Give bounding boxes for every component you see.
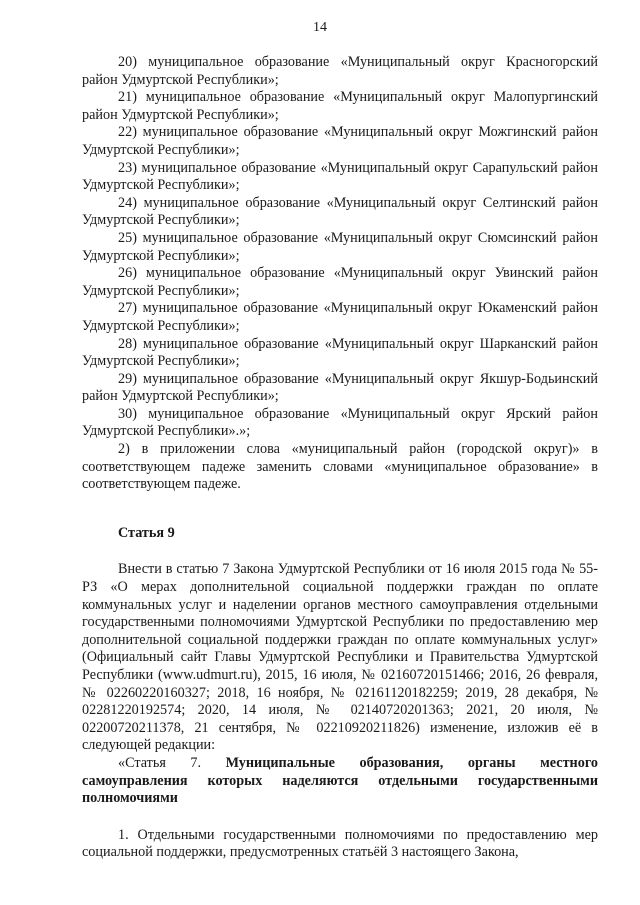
article-heading: Статья 9 xyxy=(118,524,175,541)
quoted-article-heading xyxy=(82,755,598,808)
list-item: 23) муниципальное образование «Муниципальный округ Сарапульский район Удмуртской Республики»; xyxy=(82,159,598,194)
list-item: 24) муниципальное образование «Муниципальный округ Селтинский район Удмуртской Республики»; xyxy=(82,194,598,229)
article-body: Внести в статью 7 Закона Удмуртской Республики от 16 июля 2015 года № 55-РЗ «О мерах дополнительной социальной поддержки граждан по оплате коммунальных услуг и наделении органов местного самоуправления отдельными государственными полномочиями Удмуртской Республики по предоставлению мер дополнительной социальной поддержки граждан по оплате коммунальных услуг» (Официальный сайт Главы Удмуртской Республики и Правительства Удмуртской Республики (www.udmurt.ru), 2015, 16 июля, № 02160720151466; 2016, 26 февраля, № 02260220160327; 2018, 16 ноября, № 02161120182259; 2019, 28 декабря, № 02281220192574; 2020, 14 июля, № 02140720201363; 2021, 20 июля, № 02200720211378, 21 сентября, № 02210920211826) изменение, изложив её в следующей редакции: xyxy=(82,561,598,754)
list-item: 27) муниципальное образование «Муниципальный округ Юкаменский район Удмуртской Республики»; xyxy=(82,300,598,334)
paragraph-gap xyxy=(82,808,598,827)
list-item: 30) муниципальное образование «Муниципальный округ Ярский район Удмуртской Республики».»; xyxy=(82,405,598,440)
page-number: 14 xyxy=(313,20,327,35)
list-item: 20) муниципальное образование «Муниципальный округ Красногорский район Удмуртской Республики»; xyxy=(82,54,598,88)
document-body xyxy=(82,54,598,862)
list-item: 22) муниципальное образование «Муниципальный округ Можгинский район Удмуртской Республики»; xyxy=(82,124,598,158)
list-item: 25) муниципальное образование «Муниципальный округ Сюмсинский район Удмуртской Республики»; xyxy=(82,229,598,264)
list-item: 28) муниципальное образование «Муниципальный округ Шарканский район Удмуртской Республики»; xyxy=(82,335,598,370)
quoted-article-prefix: «Статья 7. xyxy=(118,754,202,771)
list-item: 29) муниципальное образование «Муниципальный округ Якшур-Бодьинский район Удмуртской Республики»; xyxy=(82,370,598,405)
list-item: 26) муниципальное образование «Муниципальный округ Увинский район Удмуртской Республики»; xyxy=(82,265,598,299)
amendment-item-2: 2) в приложении слова «муниципальный район (городской округ)» в соответствующем падеже заменить словами «муниципальное образование» в соответствующем падеже. xyxy=(82,441,598,493)
quoted-article-title: Муниципальные образования, органы местного самоуправления которых наделяются отдельными государственными полномочиями xyxy=(82,754,598,807)
point-1: 1. Отдельными государственными полномочиями по предоставлению мер социальной поддержки, предусмотренных статьёй 3 настоящего Закона, xyxy=(82,826,598,861)
list-item: 21) муниципальное образование «Муниципальный округ Малопургинский район Удмуртской Республики»; xyxy=(82,89,598,123)
